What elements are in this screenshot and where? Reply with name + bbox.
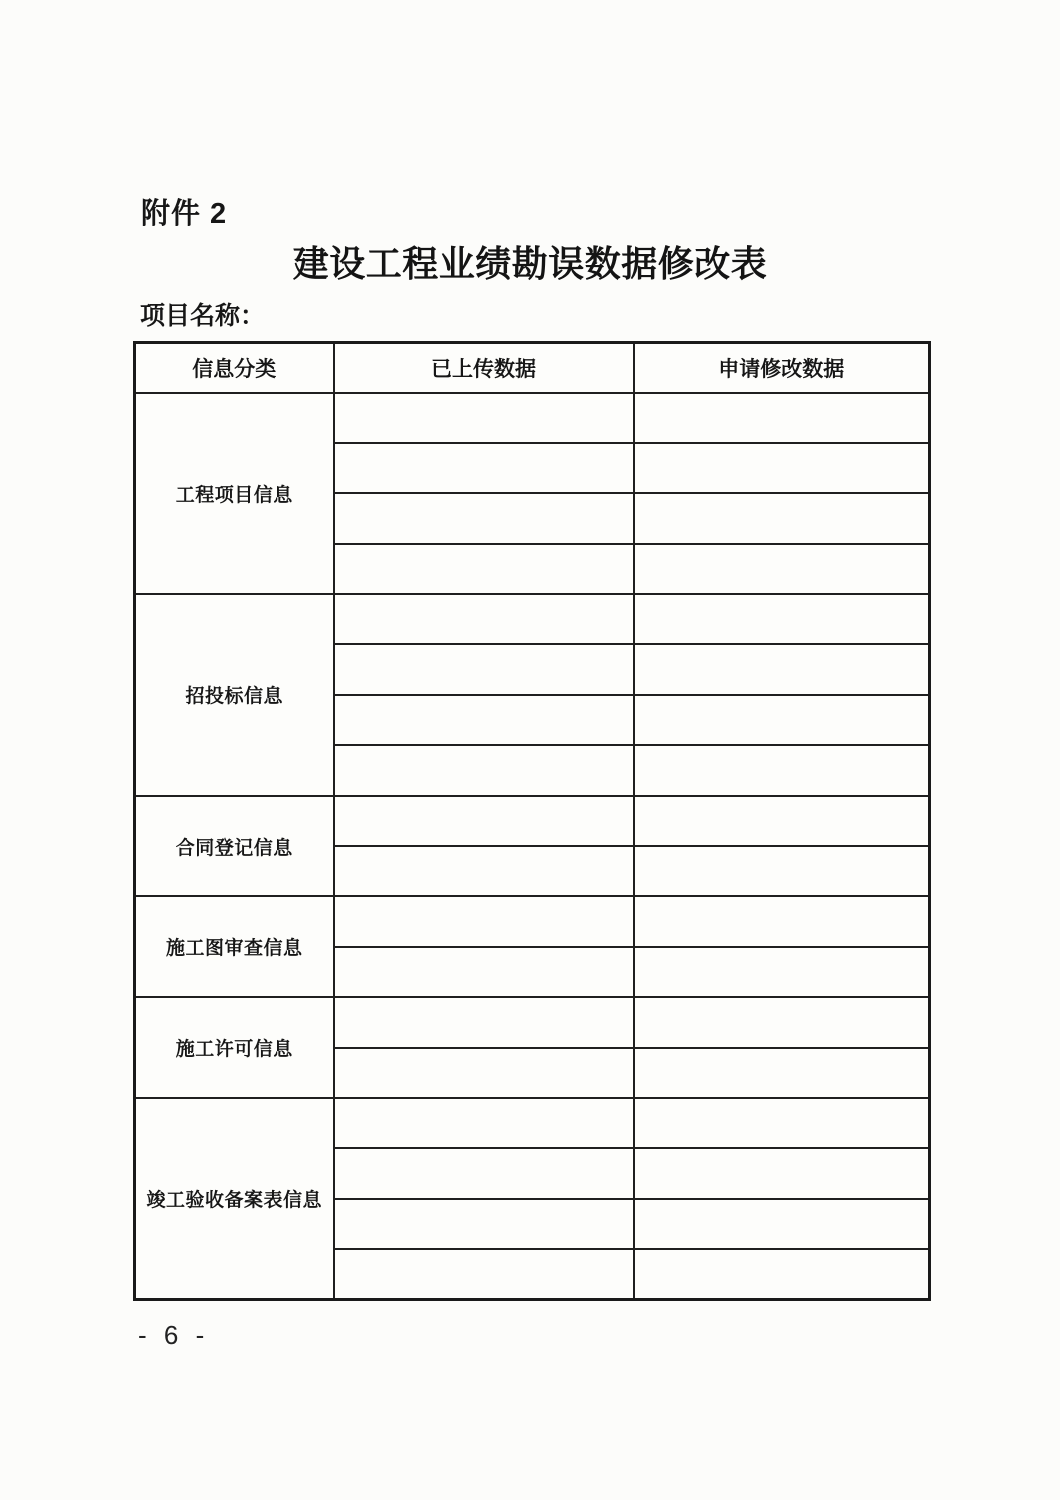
column-header-modification-request: 申请修改数据 (634, 343, 930, 393)
uploaded-data-cell (334, 493, 634, 543)
attachment-label: 附件 2 (141, 198, 228, 230)
column-header-category: 信息分类 (135, 343, 334, 393)
uploaded-data-cell (334, 544, 634, 594)
uploaded-data-cell (334, 443, 634, 493)
uploaded-data-cell (334, 644, 634, 694)
uploaded-data-cell (334, 997, 634, 1047)
table-row (135, 594, 930, 644)
modification-request-cell (634, 393, 930, 443)
modification-request-cell (634, 896, 930, 946)
category-cell: 竣工验收备案表信息 (135, 1098, 334, 1300)
table-row (135, 796, 930, 846)
modification-request-cell (634, 1048, 930, 1098)
table-row (135, 1098, 930, 1148)
modification-request-cell (634, 1148, 930, 1198)
page-number: - 6 - (138, 1320, 210, 1350)
modification-request-cell (634, 644, 930, 694)
modification-request-cell (634, 1199, 930, 1249)
page-title: 建设工程业绩勘误数据修改表 (292, 243, 768, 284)
uploaded-data-cell (334, 1199, 634, 1249)
uploaded-data-cell (334, 796, 634, 846)
table-row (135, 997, 930, 1047)
table-header-row (135, 343, 930, 393)
uploaded-data-cell (334, 695, 634, 745)
uploaded-data-cell (334, 1148, 634, 1198)
table-row (135, 896, 930, 946)
table-row (135, 393, 930, 443)
category-cell: 施工许可信息 (135, 997, 334, 1098)
uploaded-data-cell (334, 846, 634, 896)
modification-request-cell (634, 594, 930, 644)
uploaded-data-cell (334, 393, 634, 443)
uploaded-data-cell (334, 1249, 634, 1299)
modification-request-cell (634, 493, 930, 543)
uploaded-data-cell (334, 1098, 634, 1148)
category-cell: 招投标信息 (135, 594, 334, 796)
uploaded-data-cell (334, 1048, 634, 1098)
uploaded-data-cell (334, 896, 634, 946)
modification-request-cell (634, 695, 930, 745)
modification-request-cell (634, 1098, 930, 1148)
modification-request-cell (634, 745, 930, 795)
correction-table (133, 341, 931, 1301)
category-cell: 合同登记信息 (135, 796, 334, 897)
project-name-label: 项目名称： (140, 302, 266, 330)
column-header-uploaded-data: 已上传数据 (334, 343, 634, 393)
modification-request-cell (634, 443, 930, 493)
modification-request-cell (634, 1249, 930, 1299)
modification-request-cell (634, 947, 930, 997)
category-cell: 施工图审查信息 (135, 896, 334, 997)
category-cell: 工程项目信息 (135, 393, 334, 595)
uploaded-data-cell (334, 947, 634, 997)
modification-request-cell (634, 544, 930, 594)
modification-request-cell (634, 846, 930, 896)
uploaded-data-cell (334, 745, 634, 795)
modification-request-cell (634, 997, 930, 1047)
modification-request-cell (634, 796, 930, 846)
uploaded-data-cell (334, 594, 634, 644)
